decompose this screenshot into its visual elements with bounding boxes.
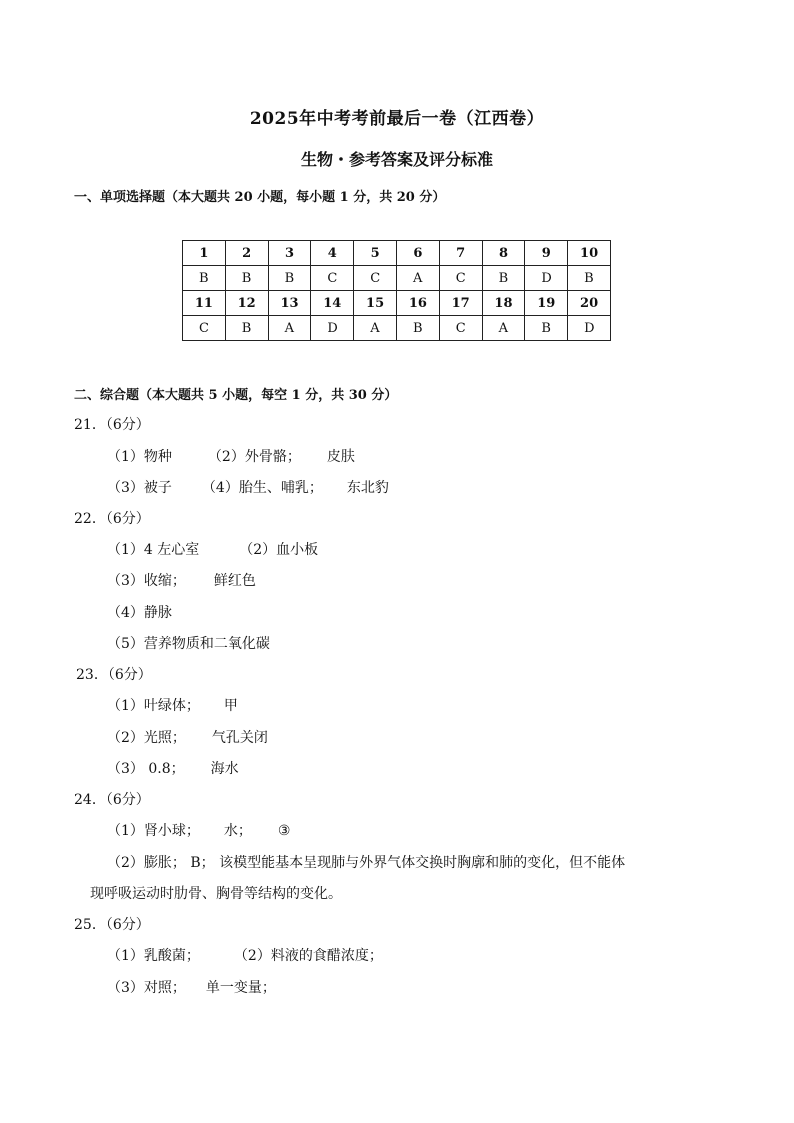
table-cell: C <box>439 266 482 291</box>
question-23-heading: 23．（6分） <box>76 667 152 683</box>
table-cell: C <box>439 316 482 341</box>
answer-text: （3）对照； <box>107 980 186 996</box>
question-21-heading: 21．（6分） <box>74 417 150 433</box>
answer-text: 水； <box>223 823 252 839</box>
answer-table <box>182 240 611 341</box>
table-row <box>183 241 611 266</box>
question-25-line-2 <box>107 977 276 997</box>
answer-text: 甲 <box>223 698 238 714</box>
table-row <box>183 291 611 316</box>
table-cell: 1 <box>183 241 226 266</box>
question-24-line-2: （2）膨胀； B； 该模型能基本呈现肺与外界气体交换时胸廓和肺的变化，但不能体 <box>107 855 626 871</box>
table-cell: 12 <box>225 291 268 316</box>
table-cell: 9 <box>525 241 568 266</box>
answer-text: 东北豹 <box>346 480 389 496</box>
table-cell: 3 <box>268 241 311 266</box>
answer-text: （2）血小板 <box>239 542 319 558</box>
question-22-line-2 <box>107 570 256 590</box>
table-cell: C <box>311 266 354 291</box>
page-subtitle: 生物・参考答案及评分标准 <box>300 150 493 169</box>
answer-text: （4）胎生、哺乳； <box>201 480 323 496</box>
question-22-heading: 22．（6分） <box>74 511 150 527</box>
section-heading-single-choice: 一、单项选择题（本大题共 20 小题，每小题 1 分，共 20 分） <box>74 190 446 205</box>
table-cell: C <box>183 316 226 341</box>
answer-text: 气孔关闭 <box>211 730 268 746</box>
question-24-line-3: 现呼吸运动时肋骨、胸骨等结构的变化。 <box>90 886 342 902</box>
question-21-line-2 <box>107 477 389 497</box>
table-cell: 20 <box>568 291 611 316</box>
table-cell: 11 <box>183 291 226 316</box>
table-row <box>183 266 611 291</box>
table-cell: 5 <box>354 241 397 266</box>
question-23-line-3 <box>107 758 239 778</box>
table-cell: B <box>225 316 268 341</box>
question-25-line-1 <box>107 945 383 965</box>
answer-text: 单一变量； <box>205 980 276 996</box>
page-title: 2025年中考考前最后一卷（江西卷） <box>249 109 545 129</box>
table-cell: 13 <box>268 291 311 316</box>
answer-text: 皮肤 <box>326 449 355 465</box>
question-24-line-1 <box>107 820 290 840</box>
table-cell: 6 <box>396 241 439 266</box>
table-cell: B <box>568 266 611 291</box>
answer-text: （1）肾小球； <box>107 823 200 839</box>
table-cell: C <box>354 266 397 291</box>
table-cell: 10 <box>568 241 611 266</box>
question-22-line-3: （4）静脉 <box>107 605 172 621</box>
question-22-line-4: （5）营养物质和二氧化碳 <box>107 636 270 652</box>
answer-text: （1）4 左心室 <box>107 542 200 558</box>
question-24-heading: 24．（6分） <box>74 792 150 808</box>
question-22-line-1 <box>107 539 318 559</box>
answer-text: 鲜红色 <box>213 573 256 589</box>
table-cell: A <box>396 266 439 291</box>
table-cell: D <box>568 316 611 341</box>
answer-text: （3）被子 <box>107 480 172 496</box>
question-23-line-1 <box>107 695 238 715</box>
table-cell: B <box>268 266 311 291</box>
table-cell: 18 <box>482 291 525 316</box>
table-cell: B <box>183 266 226 291</box>
question-25-heading: 25．（6分） <box>74 917 150 933</box>
answer-text: 海水 <box>210 761 239 777</box>
answer-text: （3） 0.8； <box>107 761 185 777</box>
question-23-line-2 <box>107 727 268 747</box>
table-cell: 15 <box>354 291 397 316</box>
table-cell: 4 <box>311 241 354 266</box>
table-cell: B <box>482 266 525 291</box>
table-cell: 14 <box>311 291 354 316</box>
answer-text: （2）料液的食醋浓度； <box>233 948 383 964</box>
table-cell: D <box>525 266 568 291</box>
table-cell: 8 <box>482 241 525 266</box>
table-cell: D <box>311 316 354 341</box>
table-cell: A <box>354 316 397 341</box>
question-21-line-1 <box>107 446 355 466</box>
table-cell: A <box>268 316 311 341</box>
answer-text: ③ <box>277 823 291 839</box>
table-row <box>183 316 611 341</box>
answer-text: （2）外骨骼； <box>207 449 301 465</box>
table-cell: A <box>482 316 525 341</box>
table-cell: 2 <box>225 241 268 266</box>
answer-text: （3）收缩； <box>107 573 186 589</box>
table-cell: B <box>396 316 439 341</box>
table-cell: 16 <box>396 291 439 316</box>
table-cell: B <box>225 266 268 291</box>
section-heading-comprehensive: 二、综合题（本大题共 5 小题，每空 1 分，共 30 分） <box>74 388 398 403</box>
table-cell: 7 <box>439 241 482 266</box>
answer-text: （1）叶绿体； <box>107 698 200 714</box>
table-cell: 17 <box>439 291 482 316</box>
answer-text: （1）乳酸菌； <box>107 948 200 964</box>
table-cell: 19 <box>525 291 568 316</box>
answer-text: （1）物种 <box>107 449 172 465</box>
table-cell: B <box>525 316 568 341</box>
answer-text: （2）光照； <box>107 730 186 746</box>
